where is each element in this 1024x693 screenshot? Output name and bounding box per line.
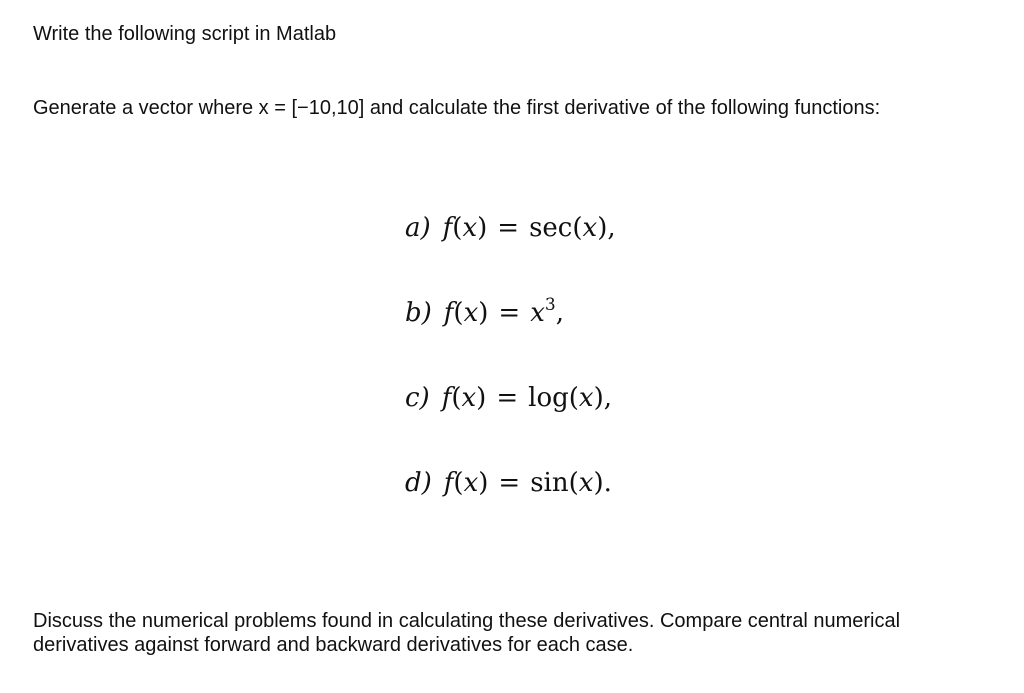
intro-paragraph: Generate a vector where x = [−10,10] and calculate the first derivative of the following functions: [33, 97, 881, 119]
heading-text: Write the following script in Matlab [33, 23, 337, 45]
formula-d: d) f(x) = sin(x). [405, 468, 612, 498]
power-base: x [530, 298, 545, 328]
formula-label: d) [405, 468, 432, 498]
function-name: f [443, 468, 454, 498]
discussion-paragraph: Discuss the numerical problems found in calculating these derivatives. Compare central numerical derivatives against forward and backward derivatives for each case. [33, 610, 901, 656]
function-operator: log [528, 383, 569, 413]
function-variable: x [462, 213, 478, 243]
function-variable: x [461, 383, 477, 413]
formula-punctuation: . [603, 468, 612, 498]
operator-argument: x [578, 383, 594, 413]
function-variable: x [463, 298, 479, 328]
formula-punctuation: , [603, 383, 612, 413]
formula-label: b) [405, 298, 432, 328]
formula-punctuation: , [607, 213, 616, 243]
function-name: f [441, 383, 452, 413]
function-operator: sec [529, 213, 573, 243]
operator-argument: x [578, 468, 594, 498]
formula-a: a) f(x) = sec(x), [405, 213, 616, 243]
formula-punctuation: , [555, 298, 564, 328]
function-name: f [442, 213, 453, 243]
formula-b: b) $f(x) = x^3$, [405, 295, 564, 328]
operator-argument: x [582, 213, 598, 243]
formula-c: c) f(x) = log(x), [405, 383, 612, 413]
power-exponent: 3 [544, 295, 556, 315]
function-variable: x [463, 468, 479, 498]
function-operator: sin [530, 468, 569, 498]
formula-label: a) [405, 213, 431, 243]
function-name: f [443, 298, 454, 328]
formula-label: c) [405, 383, 430, 413]
